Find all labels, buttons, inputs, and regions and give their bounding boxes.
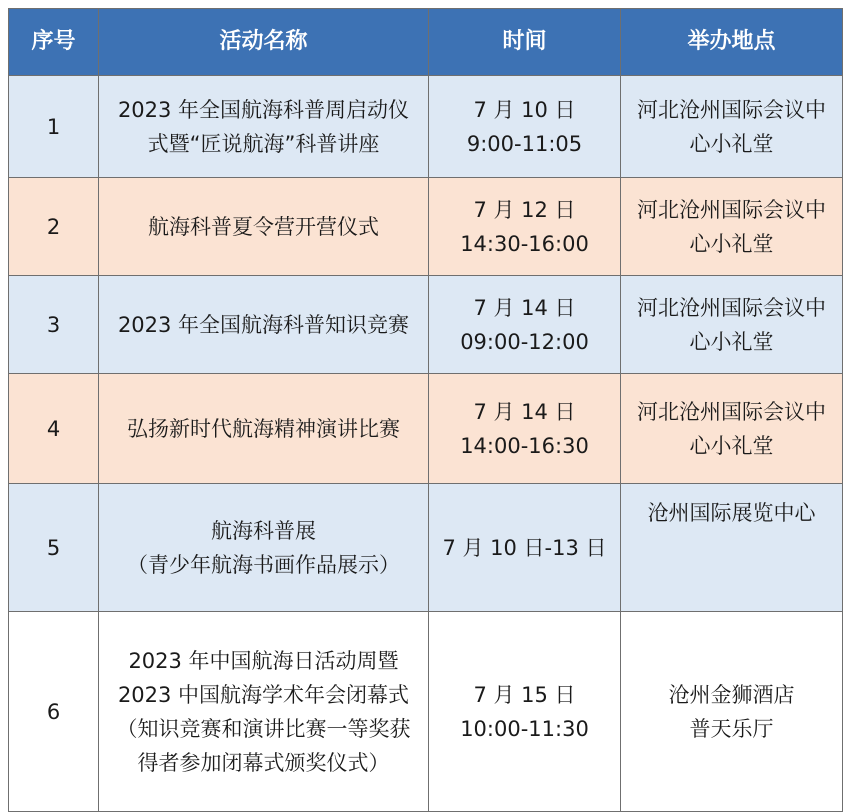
- header-activity-name: 活动名称: [99, 9, 429, 76]
- activity-name-line: 弘扬新时代航海精神演讲比赛: [127, 416, 400, 441]
- table-row: [9, 612, 843, 812]
- venue-line: 河北沧州国际会议中: [637, 197, 826, 222]
- activity-name-line: 航海科普展: [211, 518, 316, 543]
- venue-line: 河北沧州国际会议中: [637, 399, 826, 424]
- activity-hours: 14:00-16:30: [460, 433, 589, 458]
- venue-line: 心小礼堂: [689, 131, 774, 156]
- activity-time: [429, 374, 621, 484]
- activity-time: [429, 276, 621, 374]
- row-number: 4: [9, 374, 99, 484]
- activity-schedule: [8, 8, 843, 812]
- activity-name-line: （青少年航海书画作品展示）: [127, 552, 400, 577]
- header-number: 序号: [9, 9, 99, 76]
- activity-date: 7 月 10 日-13 日: [442, 535, 607, 560]
- schedule-table: [8, 8, 843, 812]
- activity-name-line: 得者参加闭幕式颁奖仪式）: [137, 750, 390, 775]
- venue-line: 沧州国际展览中心: [647, 501, 816, 525]
- activity-name: [99, 612, 429, 812]
- venue-line: 沧州金狮酒店: [668, 682, 795, 707]
- venue-line: 心小礼堂: [689, 329, 774, 354]
- activity-name-line: 2023 年全国航海科普知识竞赛: [117, 312, 410, 337]
- activity-date: 7 月 14 日: [473, 399, 576, 424]
- header-time: 时间: [429, 9, 621, 76]
- activity-name-line: 式暨“匠说航海”科普讲座: [147, 131, 380, 156]
- activity-time: [429, 484, 621, 612]
- header-venue: 举办地点: [621, 9, 843, 76]
- table-row: [9, 374, 843, 484]
- activity-hours: 09:00-12:00: [460, 329, 589, 354]
- activity-date: 7 月 10 日: [473, 97, 576, 122]
- activity-hours: 9:00-11:05: [466, 131, 583, 156]
- activity-name-line: （知识竞赛和演讲比赛一等奖获: [116, 716, 411, 741]
- table-row: [9, 276, 843, 374]
- activity-hours: 10:00-11:30: [460, 716, 589, 741]
- activity-name-line: 2023 年全国航海科普周启动仪: [117, 97, 410, 122]
- table-row: [9, 76, 843, 178]
- activity-date: 7 月 14 日: [473, 295, 576, 320]
- activity-name: [99, 276, 429, 374]
- activity-name: [99, 76, 429, 178]
- activity-venue: [621, 374, 843, 484]
- venue-line: 心小礼堂: [689, 433, 774, 458]
- table-row: [9, 178, 843, 276]
- venue-line: 心小礼堂: [689, 231, 774, 256]
- activity-name: [99, 178, 429, 276]
- header-row: [9, 9, 843, 76]
- activity-time: [429, 76, 621, 178]
- activity-hours: 14:30-16:00: [460, 231, 589, 256]
- activity-time: [429, 612, 621, 812]
- activity-name-line: 2023 中国航海学术年会闭幕式: [117, 682, 410, 707]
- activity-time: [429, 178, 621, 276]
- row-number: 1: [9, 76, 99, 178]
- activity-name: [99, 484, 429, 612]
- venue-line: 河北沧州国际会议中: [637, 295, 826, 320]
- venue-line: 河北沧州国际会议中: [637, 97, 826, 122]
- activity-date: 7 月 15 日: [473, 682, 576, 707]
- activity-venue: [621, 484, 843, 612]
- row-number: 6: [9, 612, 99, 812]
- venue-line: 普天乐厅: [689, 716, 774, 741]
- activity-name-line: 2023 年中国航海日活动周暨: [128, 648, 399, 673]
- activity-name-line: 航海科普夏令营开营仪式: [148, 214, 379, 239]
- row-number: 3: [9, 276, 99, 374]
- row-number: 2: [9, 178, 99, 276]
- table-row: [9, 484, 843, 612]
- row-number: 5: [9, 484, 99, 612]
- activity-venue: [621, 178, 843, 276]
- activity-name: [99, 374, 429, 484]
- activity-venue: [621, 612, 843, 812]
- activity-date: 7 月 12 日: [473, 197, 576, 222]
- activity-venue: [621, 276, 843, 374]
- activity-venue: [621, 76, 843, 178]
